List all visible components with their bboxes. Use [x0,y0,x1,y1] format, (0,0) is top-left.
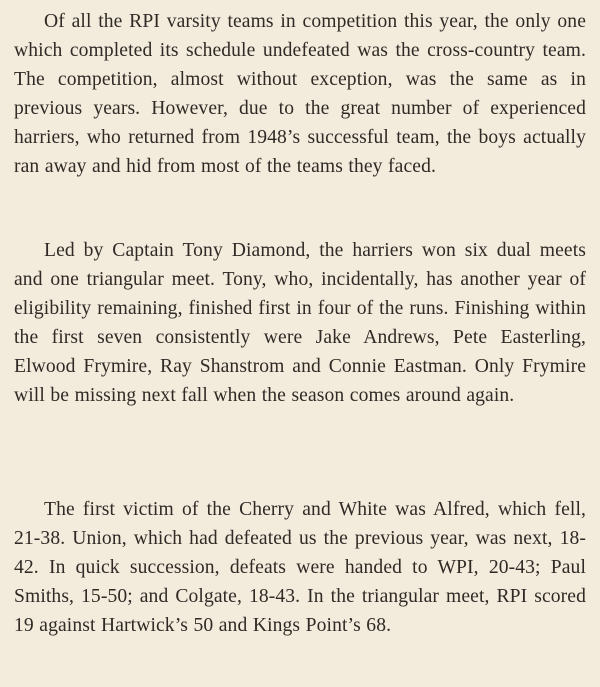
paragraph-captain-diamond: Led by Captain Tony Diamond, the harriers won six dual meets and one triangular meet. Tony, who, incidentally, has another year of eligibility remaining, finished first in four of the runs. Finishing within the first seven consistently were Jake Andrews, Pete Easterling, Elwood Frymire, Ray Shanstrom and Connie Eastman. Only Frymire will be missing next fall when the season comes around again. [14,240,586,407]
paragraph-meet-results: The first victim of the Cherry and White was Alfred, which fell, 21-38. Union, which had defeated us the previous year, was next, 18-42. In quick succession, defeats were handed to WPI, 20-43; Paul Smiths, 15-50; and Colgate, 18-43. In the triangular meet, RPI scored 19 against Hartwick’s 50 and Kings Point’s 68. [14,499,586,637]
paragraph-cross-country-intro: Of all the RPI varsity teams in competition this year, the only one which completed its schedule undefeated was the cross-country team. The competition, almost without exception, was the same as in previous years. However, due to the great number of experienced harriers, who returned from 1948’s successful team, the boys actually ran away and hid from most of the teams they faced. [14,11,586,178]
